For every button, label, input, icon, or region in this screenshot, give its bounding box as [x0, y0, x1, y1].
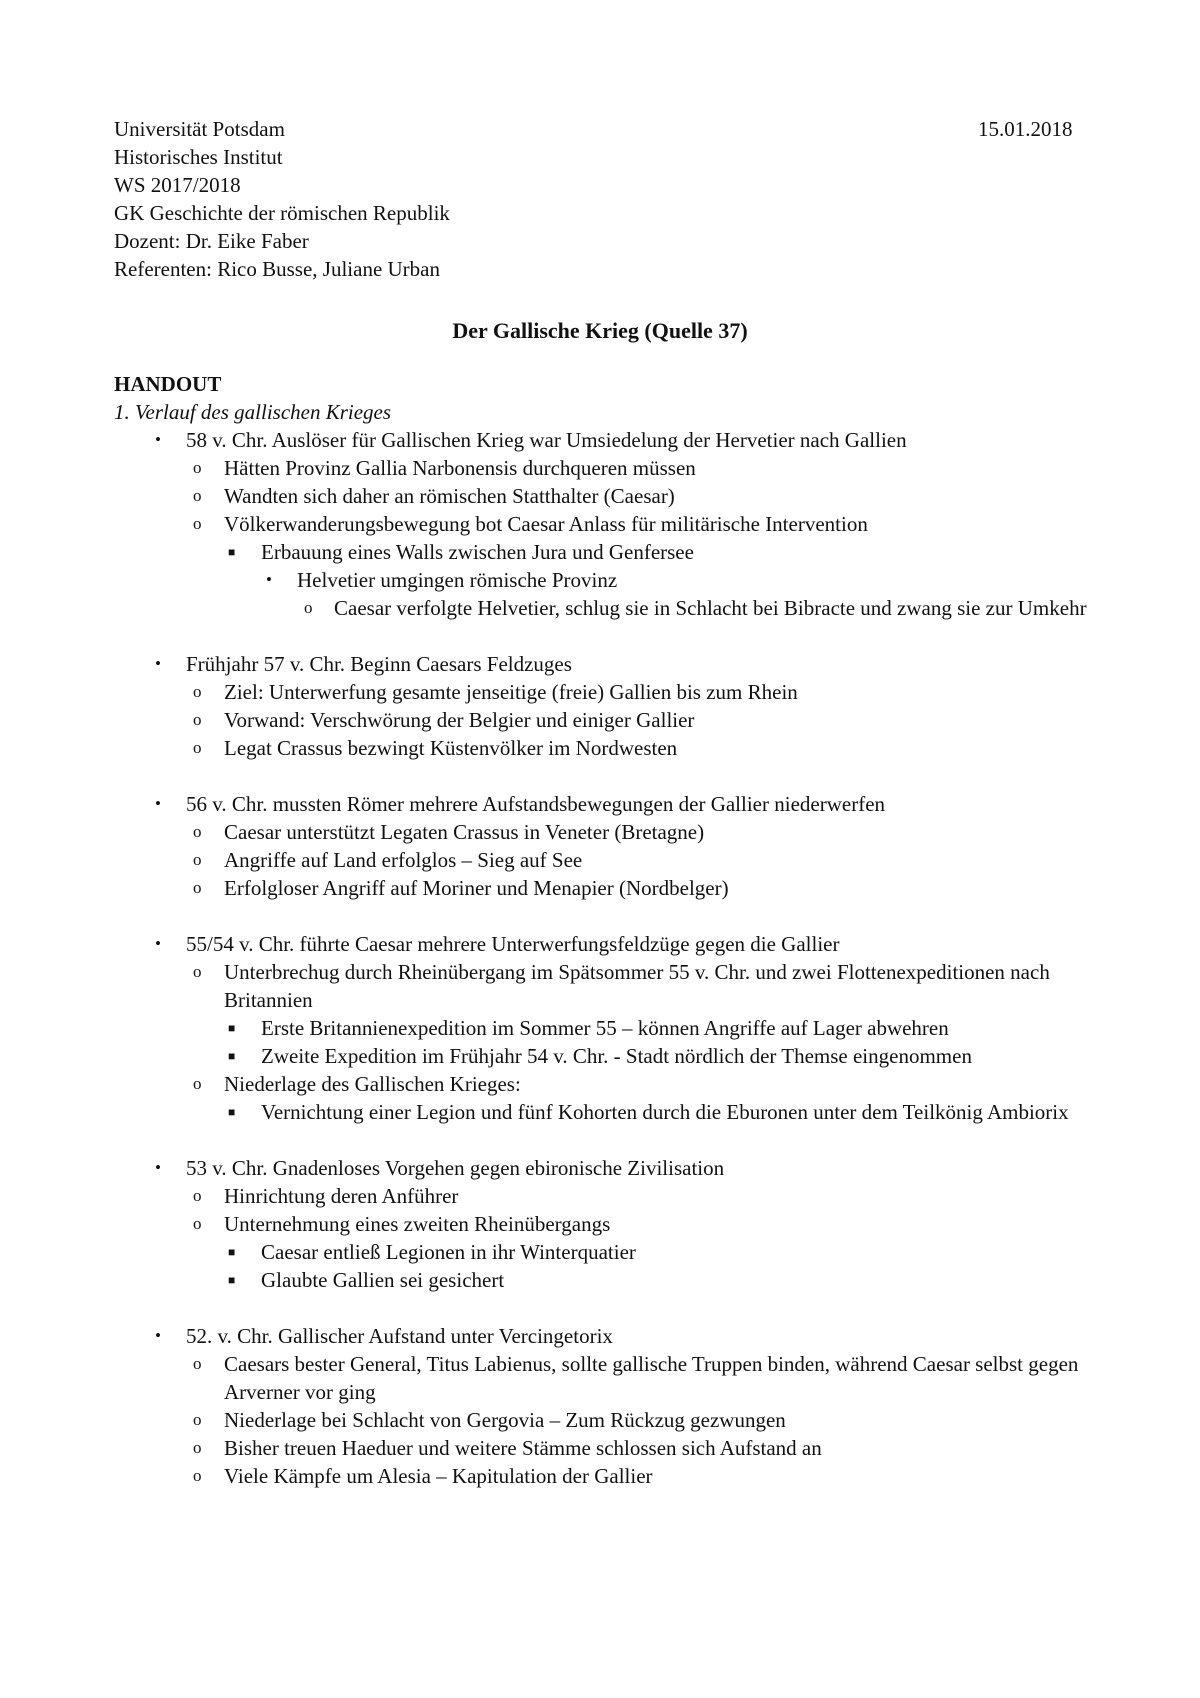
list-item-text: Caesar entließ Legionen in ihr Winterquatier: [261, 1240, 636, 1264]
list-item-text: Glaubte Gallien sei gesichert: [261, 1268, 505, 1292]
bullet-marker-icon: •: [155, 794, 161, 813]
semester: WS 2017/2018: [114, 173, 241, 197]
list-item-level-2: [0, 482, 1200, 510]
bullet-marker-icon: ■: [228, 545, 236, 559]
bullet-marker-icon: •: [155, 430, 161, 449]
institute-name: Historisches Institut: [114, 145, 283, 169]
list-item-level-2: [0, 734, 1200, 762]
group-spacer: [0, 622, 1200, 650]
list-item-text: Wandten sich daher an römischen Statthalter (Caesar): [224, 484, 675, 508]
list-item-text: Legat Crassus bezwingt Küstenvölker im Nordwesten: [224, 736, 678, 760]
bullet-marker-icon: o: [193, 1438, 202, 1457]
list-item-text: Hinrichtung deren Anführer: [224, 1184, 459, 1208]
list-item-level-2: [0, 1070, 1200, 1098]
group-spacer: [0, 902, 1200, 930]
bullet-marker-icon: o: [193, 738, 202, 757]
list-item-text: Niederlage des Gallischen Krieges:: [224, 1072, 521, 1096]
outline-list: [0, 426, 1200, 1490]
list-item-text: 56 v. Chr. mussten Römer mehrere Aufstandsbewegungen der Gallier niederwerfen: [186, 792, 886, 816]
list-item-level-1: [0, 790, 1200, 818]
list-item-text: Ziel: Unterwerfung gesamte jenseitige (freie) Gallien bis zum Rhein: [224, 680, 798, 704]
list-item-level-4: [0, 566, 1200, 594]
university-name: Universität Potsdam: [114, 117, 285, 141]
bullet-marker-icon: o: [193, 1074, 202, 1093]
list-item-text: Caesar verfolgte Helvetier, schlug sie in Schlacht bei Bibracte und zwang sie zur Umkehr: [334, 596, 1087, 620]
list-item-level-2: [0, 1434, 1200, 1462]
list-item-text: 55/54 v. Chr. führte Caesar mehrere Unterwerfungsfeldzüge gegen die Gallier: [186, 932, 840, 956]
outline-group: [0, 790, 1200, 902]
list-item-text: Bisher treuen Haeduer und weitere Stämme schlossen sich Aufstand an: [224, 1436, 822, 1460]
list-item-level-2: [0, 1406, 1200, 1434]
bullet-marker-icon: o: [193, 878, 202, 897]
list-item-level-1: [0, 426, 1200, 454]
outline-group: [0, 1322, 1200, 1490]
outline-group: [0, 650, 1200, 762]
list-item-text: Caesars bester General, Titus Labienus, sollte gallische Truppen binden, während Caesar selbst gegen Arverner vor ging: [224, 1352, 1079, 1404]
bullet-marker-icon: o: [193, 486, 202, 505]
bullet-marker-icon: ■: [228, 1105, 236, 1119]
list-item-text: Erfolgloser Angriff auf Moriner und Menapier (Nordbelger): [224, 876, 729, 900]
list-item-text: Caesar unterstützt Legaten Crassus in Veneter (Bretagne): [224, 820, 705, 844]
group-spacer: [0, 762, 1200, 790]
bullet-marker-icon: o: [193, 458, 202, 477]
bullet-marker-icon: o: [193, 1214, 202, 1233]
list-item-text: 58 v. Chr. Auslöser für Gallischen Krieg war Umsiedelung der Hervetier nach Gallien: [186, 428, 907, 452]
list-item-level-3: [0, 1238, 1200, 1266]
bullet-marker-icon: o: [193, 850, 202, 869]
bullet-marker-icon: o: [193, 822, 202, 841]
bullet-marker-icon: ■: [228, 1021, 236, 1035]
list-item-level-3: [0, 1098, 1200, 1126]
list-item-level-2: [0, 818, 1200, 846]
bullet-marker-icon: •: [266, 570, 272, 589]
bullet-marker-icon: ■: [228, 1245, 236, 1259]
bullet-marker-icon: o: [193, 1410, 202, 1429]
list-item-level-2: [0, 678, 1200, 706]
list-item-level-1: [0, 1322, 1200, 1350]
list-item-text: Unternehmung eines zweiten Rheinübergangs: [224, 1212, 611, 1236]
outline-group: [0, 426, 1200, 622]
group-spacer: [0, 1126, 1200, 1154]
bullet-marker-icon: •: [155, 654, 161, 673]
bullet-marker-icon: •: [155, 1158, 161, 1177]
group-spacer: [0, 1294, 1200, 1322]
list-item-text: Viele Kämpfe um Alesia – Kapitulation der Gallier: [224, 1464, 653, 1488]
outline-group: [0, 930, 1200, 1126]
list-item-text: Frühjahr 57 v. Chr. Beginn Caesars Feldzuges: [186, 652, 572, 676]
list-item-text: Vernichtung einer Legion und fünf Kohorten durch die Eburonen unter dem Teilkönig Ambiorix: [261, 1100, 1069, 1124]
bullet-marker-icon: o: [193, 710, 202, 729]
document-date: 15.01.2018: [978, 117, 1073, 141]
list-item-level-2: [0, 846, 1200, 874]
bullet-marker-icon: ■: [228, 1273, 236, 1287]
presenters: Referenten: Rico Busse, Juliane Urban: [114, 257, 440, 281]
outline-group: [0, 1154, 1200, 1294]
list-item-level-1: [0, 1154, 1200, 1182]
list-item-text: Hätten Provinz Gallia Narbonensis durchqueren müssen: [224, 456, 696, 480]
list-item-level-2: [0, 874, 1200, 902]
list-item-level-2: [0, 1462, 1200, 1490]
bullet-marker-icon: o: [193, 1466, 202, 1485]
bullet-marker-icon: •: [155, 1326, 161, 1345]
list-item-text: 52. v. Chr. Gallischer Aufstand unter Vercingetorix: [186, 1324, 613, 1348]
list-item-text: Erste Britannienexpedition im Sommer 55 – können Angriffe auf Lager abwehren: [261, 1016, 949, 1040]
bullet-marker-icon: •: [155, 934, 161, 953]
list-item-text: Unterbrechug durch Rheinübergang im Spätsommer 55 v. Chr. und zwei Flottenexpeditionen nach Britannien: [224, 960, 1050, 1012]
list-item-level-2: [0, 958, 1200, 1014]
list-item-level-2: [0, 1210, 1200, 1238]
list-item-level-5: [0, 594, 1200, 622]
list-item-level-3: [0, 538, 1200, 566]
list-item-level-2: [0, 454, 1200, 482]
document-header: [114, 115, 450, 283]
bullet-marker-icon: o: [304, 598, 313, 617]
list-item-level-3: [0, 1266, 1200, 1294]
list-item-text: Völkerwanderungsbewegung bot Caesar Anlass für militärische Intervention: [224, 512, 868, 536]
list-item-level-2: [0, 1350, 1200, 1406]
section-heading: 1. Verlauf des gallischen Krieges: [114, 400, 392, 424]
list-item-level-2: [0, 1182, 1200, 1210]
list-item-level-1: [0, 650, 1200, 678]
handout-label: HANDOUT: [114, 372, 222, 396]
list-item-text: Helvetier umgingen römische Provinz: [297, 568, 618, 592]
list-item-level-1: [0, 930, 1200, 958]
course-name: GK Geschichte der römischen Republik: [114, 201, 450, 225]
bullet-marker-icon: ■: [228, 1049, 236, 1063]
bullet-marker-icon: o: [193, 682, 202, 701]
bullet-marker-icon: o: [193, 1186, 202, 1205]
list-item-level-2: [0, 706, 1200, 734]
list-item-text: Niederlage bei Schlacht von Gergovia – Zum Rückzug gezwungen: [224, 1408, 786, 1432]
list-item-level-2: [0, 510, 1200, 538]
list-item-level-3: [0, 1014, 1200, 1042]
list-item-level-3: [0, 1042, 1200, 1070]
list-item-text: Zweite Expedition im Frühjahr 54 v. Chr. - Stadt nördlich der Themse eingenommen: [261, 1044, 972, 1068]
bullet-marker-icon: o: [193, 1354, 202, 1373]
page-title: Der Gallische Krieg (Quelle 37): [452, 318, 748, 343]
bullet-marker-icon: o: [193, 962, 202, 981]
list-item-text: Vorwand: Verschwörung der Belgier und einiger Gallier: [224, 708, 695, 732]
lecturer: Dozent: Dr. Eike Faber: [114, 229, 309, 253]
bullet-marker-icon: o: [193, 514, 202, 533]
list-item-text: 53 v. Chr. Gnadenloses Vorgehen gegen ebironische Zivilisation: [186, 1156, 725, 1180]
list-item-text: Angriffe auf Land erfolglos – Sieg auf See: [224, 848, 583, 872]
list-item-text: Erbauung eines Walls zwischen Jura und Genfersee: [261, 540, 694, 564]
